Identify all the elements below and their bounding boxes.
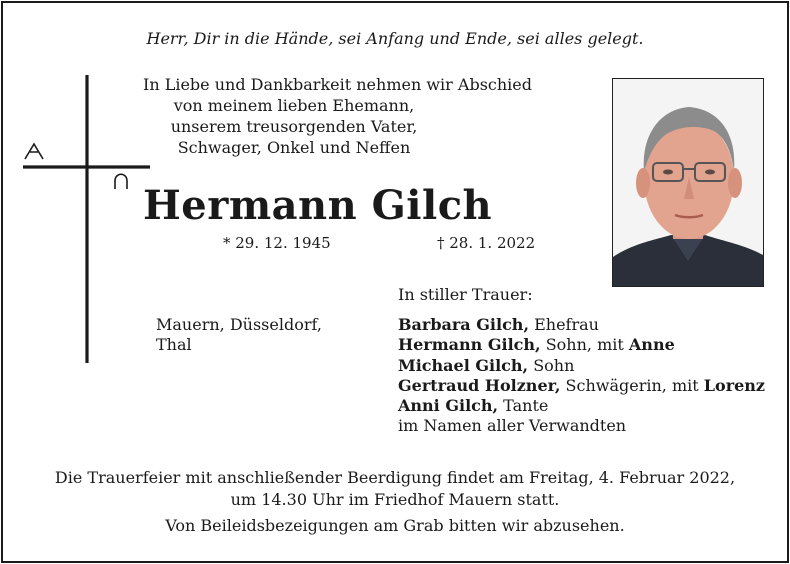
place-line: Thal — [156, 335, 192, 354]
motto: Herr, Dir in die Hände, sei Anfang und Ende, sei alles gelegt. — [146, 29, 644, 48]
mourner-name: Anni Gilch, — [398, 396, 499, 416]
intro-line: unserem treusorgenden Vater, — [170, 117, 418, 136]
funeral-line: um 14.30 Uhr im Friedhof Mauern statt. — [230, 490, 560, 509]
place — [156, 315, 356, 355]
mourner-line — [398, 376, 765, 396]
mourner-relation: Sohn — [528, 355, 575, 375]
mourning-heading: In stiller Trauer: — [398, 285, 533, 304]
omega-symbol — [115, 174, 127, 189]
mourner-relation: Tante — [498, 396, 549, 416]
portrait-photo — [612, 78, 764, 287]
death-date: † 28. 1. 2022 — [437, 234, 536, 252]
funeral-info — [3, 467, 787, 511]
mourner-partner: Lorenz — [703, 375, 766, 395]
intro-text — [143, 74, 533, 158]
mourner-name: Hermann Gilch, — [398, 335, 541, 355]
mourner-line — [398, 315, 765, 335]
mourner-relation: Sohn, mit — [540, 335, 629, 355]
mourning-closing: im Namen aller Verwandten — [398, 416, 627, 436]
mourner-relation: Schwägerin, mit — [560, 375, 704, 395]
intro-line: von meinem lieben Ehemann, — [173, 96, 415, 115]
alpha-symbol — [25, 144, 43, 159]
deceased-name: Hermann Gilch — [143, 182, 493, 229]
mourner-relation: Ehefrau — [529, 315, 599, 334]
mourner-name: Barbara Gilch, — [398, 315, 530, 334]
birth-date: * 29. 12. 1945 — [223, 234, 331, 252]
condolence-note: Von Beileidsbezeigungen am Grab bitten wir abzusehen. — [165, 516, 625, 535]
intro-line: Schwager, Onkel und Neffen — [177, 138, 411, 157]
mourner-line — [398, 396, 765, 416]
mourner-line — [398, 335, 765, 355]
funeral-line: Die Trauerfeier mit anschließender Beerdigung findet am Freitag, 4. Februar 2022, — [54, 468, 736, 487]
mourner-name: Michael Gilch, — [398, 355, 529, 375]
mourner-partner: Anne — [628, 335, 675, 355]
mourner-line — [398, 356, 765, 376]
place-line: Mauern, Düsseldorf, — [156, 315, 322, 334]
intro-line: In Liebe und Dankbarkeit nehmen wir Abschied — [143, 75, 533, 94]
mourners-list — [398, 315, 765, 437]
cross-icon — [21, 75, 161, 375]
obituary-notice — [1, 1, 789, 563]
mourner-name: Gertraud Holzner, — [398, 375, 561, 395]
